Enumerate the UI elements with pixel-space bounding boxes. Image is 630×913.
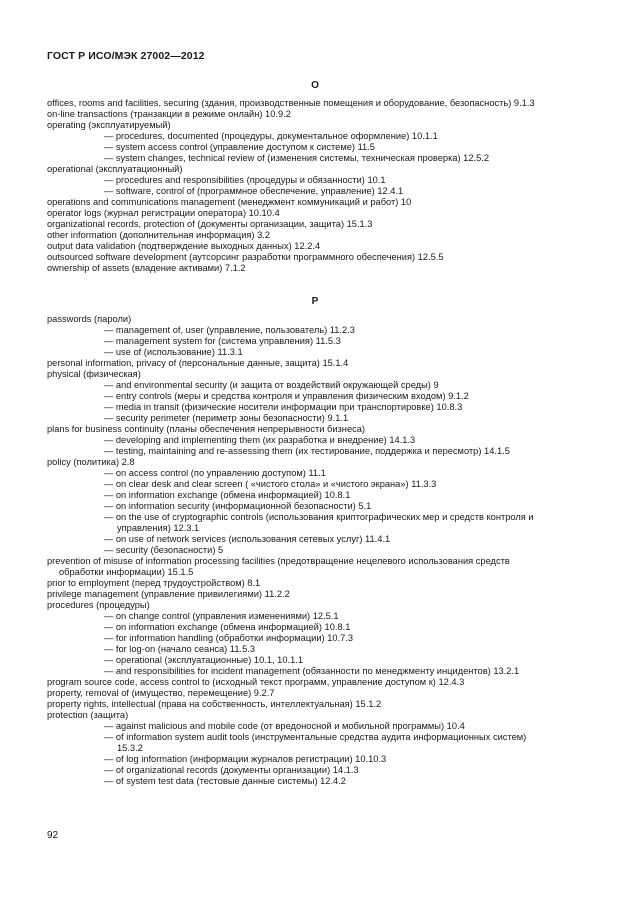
index-entry: operator logs (журнал регистрации оператора) 10.10.4: [47, 208, 280, 218]
index-subentry: — for log-on (начало сеанса) 11.5.3: [104, 644, 256, 654]
index-entry: offices, rooms and facilities, securing (здания, производственные помещения и оборудование, безопасность) 9.1.3: [47, 98, 535, 108]
index-entry: protection (защита): [47, 710, 129, 720]
index-subentry-continuation: управления) 12.3.1: [117, 523, 200, 533]
index-entry: operating (эксплуатируемый): [47, 120, 171, 130]
index-entry: privilege management (управление привилегиями) 11.2.2: [47, 589, 290, 599]
index-subentry: — on clear desk and clear screen ( «чистого стола» и «чистого экрана») 11.3.3: [104, 479, 437, 489]
index-subentry: — against malicious and mobile code (от вредоносной и мобильной программы) 10.4: [104, 721, 465, 731]
index-subentry: — and environmental security (и защита от воздействий окружающей среды) 9: [104, 380, 439, 390]
page-number: 92: [47, 830, 59, 841]
index-subentry-continuation: 15.3.2: [117, 743, 143, 753]
index-entry: prior to employment (перед трудоустройством) 8.1: [47, 578, 261, 588]
index-entry: procedures (процедуры): [47, 600, 150, 610]
index-entry: operational (эксплуатационный): [47, 164, 183, 174]
index-subentry: — security (безопасности) 5: [104, 545, 224, 555]
index-subentry: — procedures and responsibilities (процедуры и обязанности) 10.1: [104, 175, 386, 185]
index-subentry: — on the use of cryptographic controls (использования криптографических мер и средств контроля и: [104, 512, 534, 522]
index-subentry: — system changes, technical review of (изменения системы, техническая проверка) 12.5.2: [104, 153, 490, 163]
index-subentry: — on change control (управления изменениями) 12.5.1: [104, 611, 339, 621]
index-subentry: — management system for (система управления) 11.5.3: [104, 336, 341, 346]
index-subentry: — entry controls (меры и средства контроля и управления физическим входом) 9.1.2: [104, 391, 469, 401]
index-subentry: — media in transit (физические носители информации при транспортировке) 10.8.3: [104, 402, 463, 412]
index-subentry: — operational (эксплуатационные) 10.1, 10.1.1: [104, 655, 304, 665]
index-subentry: — system access control (управление доступом к системе) 11.5: [104, 142, 375, 152]
index-entry: ownership of assets (владение активами) 7.1.2: [47, 263, 246, 273]
index-entry: passwords (пароли): [47, 314, 132, 324]
section-letter-p: P: [311, 296, 319, 307]
index-subentry: — procedures, documented (процедуры, документальное оформление) 10.1.1: [104, 131, 438, 141]
index-subentry: — of information system audit tools (инструментальные средства аудита информационных систем): [104, 732, 527, 742]
index-entry: other information (дополнительная информация) 3.2: [47, 230, 271, 240]
index-subentry: — management of, user (управление, пользователь) 11.2.3: [104, 325, 355, 335]
document-header: ГОСТ Р ИСО/МЭК 27002—2012: [47, 50, 205, 62]
section-letter-o: O: [311, 80, 319, 91]
index-subentry: — software, control of (программное обеспечение, управление) 12.4.1: [104, 186, 404, 196]
index-subentry: — of system test data (тестовые данные системы) 12.4.2: [104, 776, 346, 786]
index-entry: policy (политика) 2.8: [47, 457, 135, 467]
index-subentry: — of organizational records (документы организации) 14.1.3: [104, 765, 359, 775]
index-entry: physical (физическая): [47, 369, 141, 379]
index-subentry: — for information handling (обработки информации) 10.7.3: [104, 633, 354, 643]
index-entry: personal information, privacy of (персональные данные, защита) 15.1.4: [47, 358, 349, 368]
index-entry: plans for business continuity (планы обеспечения непрерывности бизнеса): [47, 424, 366, 434]
index-subentry: — security perimeter (периметр зоны безопасности) 9.1.1: [104, 413, 349, 423]
index-subentry: — of log information (информации журналов регистрации) 10.10.3: [104, 754, 387, 764]
index-subentry: — on information security (информационной безопасности) 5.1: [104, 501, 372, 511]
index-entry: organizational records, protection of (документы организации, защита) 15.1.3: [47, 219, 373, 229]
index-entry: property rights, intellectual (права на собственность, интеллектуальная) 15.1.2: [47, 699, 382, 709]
index-entry-continuation: обработки информации) 15.1.5: [59, 567, 194, 577]
index-subentry: — on information exchange (обмена информацией) 10.8.1: [104, 622, 351, 632]
index-subentry: — on information exchange (обмена информацией) 10.8.1: [104, 490, 351, 500]
index-entry: output data validation (подтверждение выходных данных) 12.2.4: [47, 241, 321, 251]
index-entry: operations and communications management (менеджмент коммуникаций и работ) 10: [47, 197, 412, 207]
index-entry: on-line transactions (транзакции в режиме онлайн) 10.9.2: [47, 109, 291, 119]
index-subentry: — developing and implementing them (их разработка и внедрение) 14.1.3: [104, 435, 416, 445]
index-subentry: — on access control (по управлению доступом) 11.1: [104, 468, 326, 478]
index-subentry: — on use of network services (использования сетевых услуг) 11.4.1: [104, 534, 391, 544]
index-entry: outsourced software development (аутсорсинг разработки программного обеспечения) 12.5.5: [47, 252, 444, 262]
index-entry: property, removal of (имущество, перемещение) 9.2.7: [47, 688, 275, 698]
index-entry: program source code, access control to (исходный текст программ, управление доступом к) 12.4.3: [47, 677, 465, 687]
index-entry: prevention of misuse of information processing facilities (предотвращение нецелевого использования средств: [47, 556, 510, 566]
index-subentry: — use of (использование) 11.3.1: [104, 347, 243, 357]
index-subentry: — and responsibilities for incident management (обязанности по менеджменту инцидентов) 13.2.1: [104, 666, 520, 676]
index-subentry: — testing, maintaining and re-assessing them (их тестирование, поддержка и пересмотр) 14.1.5: [104, 446, 510, 456]
